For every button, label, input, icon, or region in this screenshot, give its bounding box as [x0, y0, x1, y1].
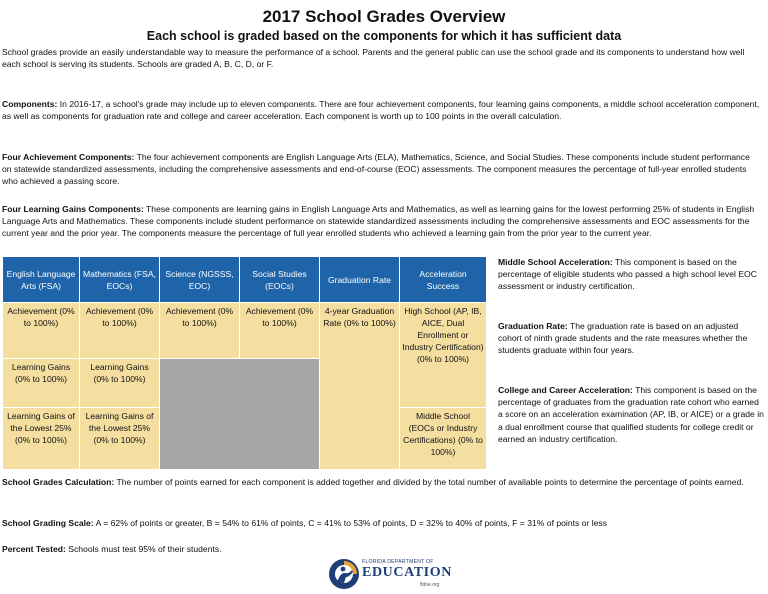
logo-top-text: FLORIDA DEPARTMENT OF [362, 559, 434, 565]
grad-text: The graduation rate is based on an adjusted cohort of ninth grade students and the rate measures whether the students graduate within four years. [498, 321, 748, 356]
cca-text: This component is based on the percentage of graduates from the graduation rate cohort who earned a score on an acceleration examination (AP, IB, or AICE) or a grade in a dual enrollment course that qualified students for college credit or earned an industry certification. [498, 385, 764, 444]
calc-label: School Grades Calculation: [2, 477, 115, 487]
intro-paragraph: School grades provide an easily understandable way to measure the performance of a school. Parents and the general public can use the school grade and its components to understand how well each school is serving its students. Schools are graded A, B, C, D, or F. [2, 47, 745, 70]
grad-description [498, 320, 764, 357]
cell-ela-learning-gains: Learning Gains (0% to 100%) [3, 359, 80, 407]
achievement-label: Four Achievement Components: [2, 152, 135, 162]
calc-paragraph [2, 476, 760, 488]
logo-url-text: fldoe.org [420, 582, 440, 588]
cell-high-school-acceleration: High School (AP, IB, AICE, Dual Enrollment or Industry Certification) (0% to 100%) [400, 303, 487, 407]
learning-paragraph [2, 203, 760, 240]
achievement-text: The four achievement components are English Language Arts (ELA), Mathematics, Science, and Social Studies. These components include student performance on statewide standardized assessments, including the comprehensive assessments and end-of-course (EOC) assessments. The component measures the percentage of full-year enrolled students who achieved a passing score. [2, 152, 750, 187]
header-acceleration: Acceleration Success [400, 257, 487, 303]
msa-text: This component is based on the percentage of eligible students who passed a high school level EOC assessment or industry certification. [498, 257, 757, 292]
learning-text: These components are learning gains in English Language Arts and Mathematics, as well as learning gains for the lowest performing 25% of students in English Language Arts and Mathematics. These components include student performance on statewide standardized assessments including the comprehensive assessments and EOC assessments for the current year and the prior year. The components measure the percentage of full year enrolled students who achieved a learning gain from the prior year to the current year. [2, 204, 755, 239]
calc-text: The number of points earned for each component is added together and divided by the total number of available points to determine the percentage of points earned. [114, 477, 744, 487]
page-subtitle: Each school is graded based on the components for which it has sufficient data [146, 29, 622, 43]
education-emblem-icon [328, 558, 360, 590]
header-ela: English Language Arts (FSA) [3, 257, 80, 303]
cell-ela-lowest-25: Learning Gains of the Lowest 25% (0% to 100%) [3, 407, 80, 469]
cell-social-achievement: Achievement (0% to 100%) [240, 303, 320, 359]
fldoe-logo [328, 556, 452, 592]
components-text: In 2016-17, a school's grade may include up to eleven components. There are four achievement components, four learning gains components, a middle school acceleration component, as well as components for graduation rate and college and career acceleration. Each component is worth up to 100 points in the overall calculation. [2, 99, 760, 122]
tested-label: Percent Tested: [2, 544, 66, 554]
header-science: Science (NGSSS, EOC) [160, 257, 240, 303]
cell-science-achievement: Achievement (0% to 100%) [160, 303, 240, 359]
cell-math-learning-gains: Learning Gains (0% to 100%) [80, 359, 160, 407]
components-label: Components: [2, 99, 58, 109]
header-math: Mathematics (FSA, EOCs) [80, 257, 160, 303]
cell-middle-school-acceleration: Middle School (EOCs or Industry Certifications) (0% to 100%) [400, 407, 487, 469]
msa-description [498, 256, 764, 293]
components-paragraph [2, 98, 760, 122]
scale-text: A = 62% of points or greater, B = 54% to 61% of points, C = 41% to 53% of points, D = 32% to 40% of points, F = 31% of points or less [93, 518, 607, 528]
cell-graduation-rate: 4-year Graduation Rate (0% to 100%) [320, 303, 400, 470]
header-graduation-rate: Graduation Rate [320, 257, 400, 303]
cell-math-achievement: Achievement (0% to 100%) [80, 303, 160, 359]
components-table [2, 256, 487, 470]
scale-label: School Grading Scale: [2, 518, 94, 528]
header-social-studies: Social Studies (EOCs) [240, 257, 320, 303]
cca-description [498, 384, 764, 445]
page-title: 2017 School Grades Overview [262, 7, 506, 26]
msa-label: Middle School Acceleration: [498, 257, 613, 267]
cell-not-applicable [160, 359, 320, 470]
logo-main-text: EDUCATION [362, 565, 452, 580]
learning-label: Four Learning Gains Components: [2, 204, 144, 214]
scale-paragraph [2, 517, 760, 529]
tested-paragraph [2, 543, 760, 555]
achievement-paragraph [2, 151, 760, 188]
cell-math-lowest-25: Learning Gains of the Lowest 25% (0% to 100%) [80, 407, 160, 469]
grad-label: Graduation Rate: [498, 321, 568, 331]
tested-text: Schools must test 95% of their students. [65, 544, 222, 554]
cell-ela-achievement: Achievement (0% to 100%) [3, 303, 80, 359]
cca-label: College and Career Acceleration: [498, 385, 633, 395]
